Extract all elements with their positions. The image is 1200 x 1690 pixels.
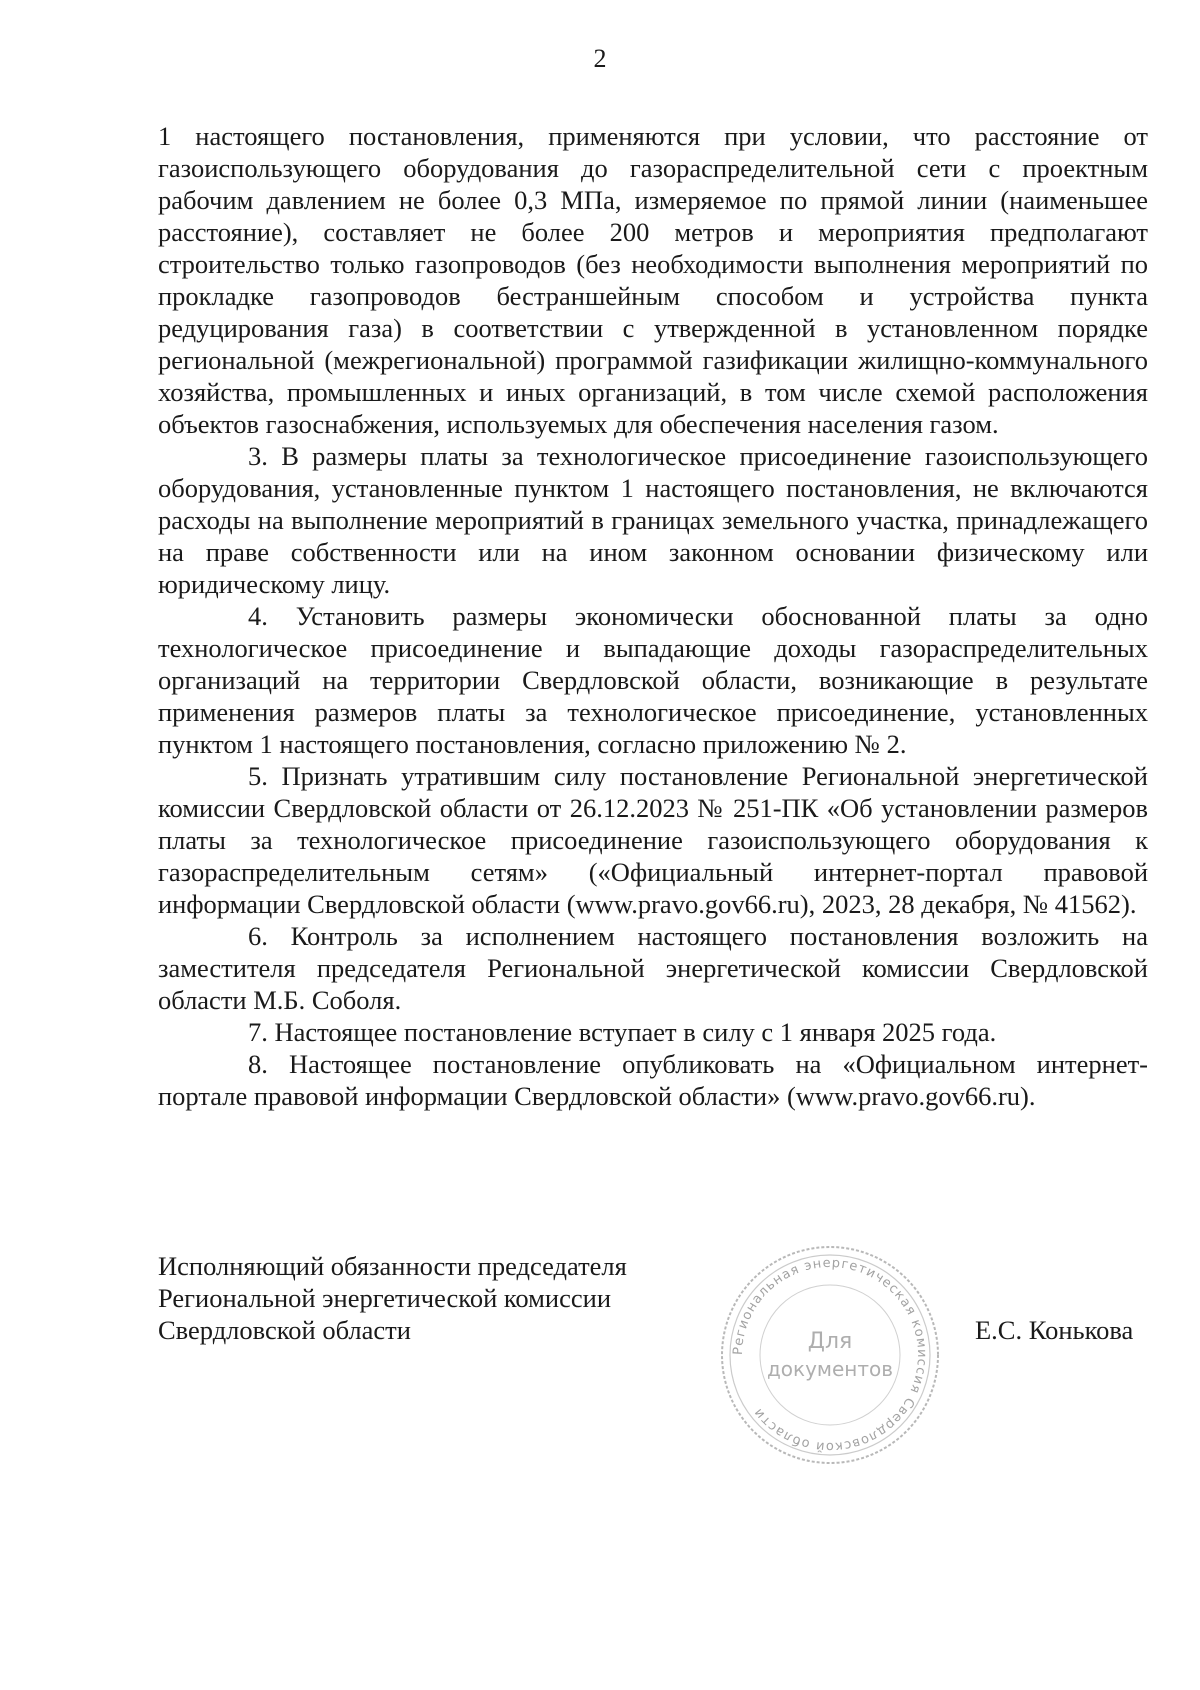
paragraph-6: 6. Контроль за исполнением настоящего постановления возложить на заместителя председателя Региональной энергетической комиссии Свердловской области М.Б. Соболя. [158,921,1148,1015]
svg-text:Региональная энергетическая ко [731,1256,929,1454]
signature-position-line: Региональной энергетической комиссии [158,1283,611,1313]
paragraph-3: 3. В размеры платы за технологическое присоединение газоиспользующего оборудования, установленные пунктом 1 настоящего постановления, не включаются расходы на выполнение мероприятий в границах земельного участка, принадлежащего на праве собственности или на ином законном основании физическому или юридическому лицу. [158,441,1148,599]
paragraph-1: 1 настоящего постановления, применяются при условии, что расстояние от газоиспользующего оборудования до газораспределительной сети с проектным рабочим давлением не более 0,3 МПа, измеряемое по прямой линии (наименьшее расстояние), составляет не более 200 метров и мероприятия предполагают строительство только газопроводов (без необходимости выполнения мероприятий по прокладке газопроводов бестраншейным способом и устройства пункта редуцирования газа) в соответствии с утвержденной в установленном порядке региональной (межрегиональной) программой газификации жилищно-коммунального хозяйства, промышленных и иных организаций, в том числе схемой расположения объектов газоснабжения, используемых для обеспечения населения газом. [158,121,1148,439]
paragraph-5: 5. Признать утратившим силу постановление Региональной энергетической комиссии Свердловской области от 26.12.2023 № 251-ПК «Об установлении размеров платы за технологическое присоединение газоиспользующего оборудования к газораспределительным сетям» («Официальный интернет-портал правовой информации Свердловской области (www.pravo.gov66.ru), 2023, 28 декабря, № 41562). [158,761,1148,919]
page-number: 2 [593,44,607,73]
paragraph-7: 7. Настоящее постановление вступает в силу с 1 января 2025 года. [248,1017,997,1047]
signer-name: Е.С. Конькова [975,1315,1134,1345]
document-body [158,120,1148,1112]
stamp-center-line: документов [766,1357,894,1381]
paragraph-8: 8. Настоящее постановление опубликовать на «Официальном интернет-портале правовой информации Свердловской области» (www.pravo.gov66.ru). [158,1049,1148,1111]
official-stamp [715,1240,945,1470]
stamp-ring-text: Региональная энергетическая комиссия Свердловской области [730,1255,930,1455]
signature-position-line: Исполняющий обязанности председателя [158,1251,627,1281]
signature-position-line: Свердловской области [158,1315,411,1345]
stamp-center-line: Для [807,1329,853,1354]
paragraph-4: 4. Установить размеры экономически обоснованной платы за одно технологическое присоединение и выпадающие доходы газораспределительных организаций на территории Свердловской области, возникающие в результате применения размеров платы за технологическое присоединение, установленных пунктом 1 настоящего постановления, согласно приложению № 2. [158,601,1148,759]
signature-position [158,1250,627,1346]
